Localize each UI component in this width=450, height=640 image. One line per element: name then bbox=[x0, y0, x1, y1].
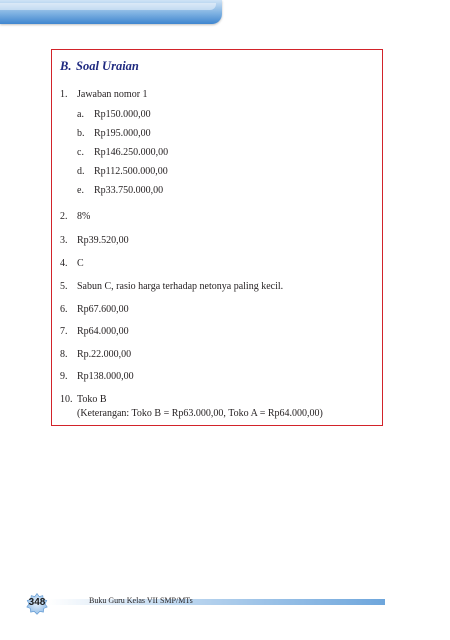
answer-number: 7. bbox=[60, 326, 68, 337]
option-label: a. bbox=[77, 109, 84, 120]
header-tab-decoration bbox=[0, 0, 222, 24]
answer-number: 9. bbox=[60, 371, 68, 382]
answer-text: Rp39.520,00 bbox=[77, 235, 129, 246]
option-value: Rp112.500.000,00 bbox=[94, 166, 168, 177]
answer-number: 5. bbox=[60, 281, 68, 292]
option-value: Rp195.000,00 bbox=[94, 128, 151, 139]
answer-number: 6. bbox=[60, 304, 68, 315]
option-label: c. bbox=[77, 147, 84, 158]
answer-number: 8. bbox=[60, 349, 68, 360]
option-label: e. bbox=[77, 185, 84, 196]
section-title-text: Soal Uraian bbox=[76, 59, 139, 73]
answer-text: Sabun C, rasio harga terhadap netonya paling kecil. bbox=[77, 281, 284, 292]
option-value: Rp150.000,00 bbox=[94, 109, 151, 120]
answer-number: 2. bbox=[60, 211, 68, 222]
answer-number: 10. bbox=[60, 394, 73, 405]
section-title bbox=[60, 59, 139, 74]
answer-number: 3. bbox=[60, 235, 68, 246]
option-value: Rp146.250.000,00 bbox=[94, 147, 169, 158]
answer-text: Toko B bbox=[77, 394, 107, 405]
page-number: 348 bbox=[28, 597, 46, 608]
answer-number: 1. bbox=[60, 89, 68, 100]
answer-note: (Keterangan: Toko B = Rp63.000,00, Toko A = Rp64.000,00) bbox=[77, 408, 323, 419]
answer-number: 4. bbox=[60, 258, 68, 269]
answer-text: Rp.22.000,00 bbox=[77, 349, 132, 360]
answer-text: Rp67.600,00 bbox=[77, 304, 129, 315]
option-label: b. bbox=[77, 128, 85, 139]
footer-book-title: Buku Guru Kelas VII SMP/MTs bbox=[89, 596, 193, 605]
answer-text: Rp138.000,00 bbox=[77, 371, 134, 382]
answer-text: Rp64.000,00 bbox=[77, 326, 129, 337]
answer-text: 8% bbox=[77, 211, 91, 222]
answer-text: C bbox=[77, 258, 84, 269]
option-value: Rp33.750.000,00 bbox=[94, 185, 164, 196]
section-letter: B. bbox=[60, 59, 72, 73]
answer-text: Jawaban nomor 1 bbox=[77, 89, 148, 100]
option-label: d. bbox=[77, 166, 85, 177]
